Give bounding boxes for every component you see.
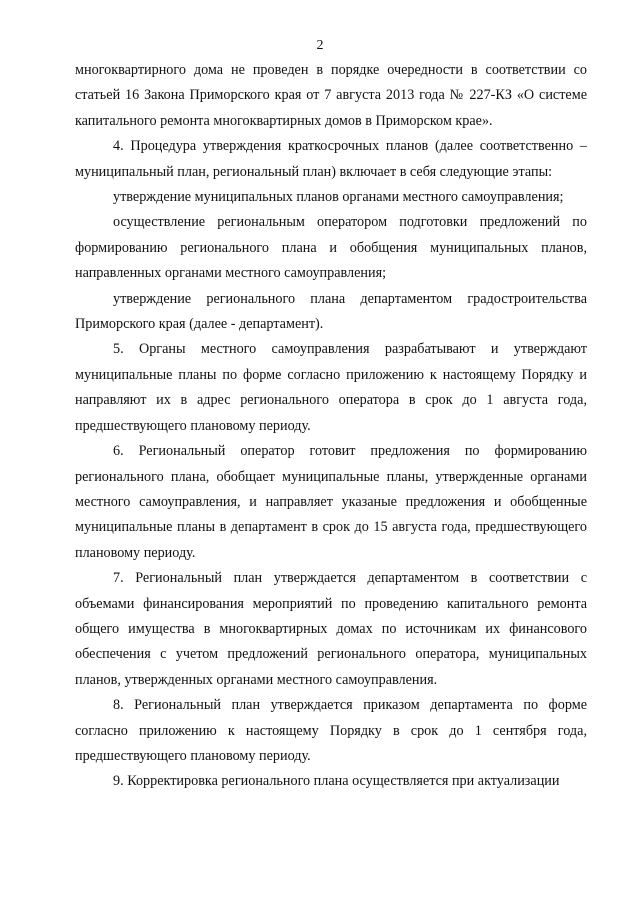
paragraph-item-8: 8. Региональный план утверждается приказом департамента по форме согласно приложению к настоящему Порядку в срок до 1 сентября года, предшествующего плановому периоду.	[75, 697, 587, 764]
paragraph-item-5: 5. Органы местного самоуправления разрабатывают и утверждают муниципальные планы по форме согласно приложению к настоящему Порядку и направляют их в адрес регионального оператора в срок до 1 августа года, предшествующего плановому периоду.	[75, 341, 587, 434]
paragraph-item-4: 4. Процедура утверждения краткосрочных планов (далее соответственно – муниципальный план, региональный план) включает в себя следующие этапы:	[75, 138, 587, 180]
document-body	[75, 58, 587, 795]
paragraph-stage-1: утверждение муниципальных планов органами местного самоуправления;	[113, 189, 564, 206]
paragraph-continuation: многоквартирного дома не проведен в порядке очередности в соответствии со статьей 16 Закона Приморского края от 7 августа 2013 года № 227-КЗ «О системе капитального ремонта многоквартирных домов в Приморском крае».	[75, 62, 587, 129]
paragraph-stage-3: утверждение регионального плана департаментом градостроительства Приморского края (далее - департамент).	[75, 290, 587, 333]
paragraph-item-7: 7. Региональный план утверждается департаментом в соответствии с объемами финансирования мероприятий по проведению капитального ремонта общего имущества в многоквартирных домах по источникам их финансового обеспечения с учетом предложений регионального оператора, муниципальных планов, утвержденных органами местного самоуправления.	[75, 570, 587, 688]
page-number: 2	[316, 38, 324, 53]
paragraph-item-6: 6. Региональный оператор готовит предложения по формированию регионального плана, обобщает муниципальные планы, утвержденные органами местного самоуправления, и направляет указаные предложения и обобщенные муниципальные планы в департамент в срок до 15 августа года, предшествующего плановому периоду.	[75, 443, 587, 561]
paragraph-stage-2: осуществление региональным оператором подготовки предложений по формированию регионального плана и обобщения муниципальных планов, направленных органами местного самоуправления;	[75, 214, 587, 282]
paragraph-item-9: 9. Корректировка регионального плана осуществляется при актуализации	[113, 773, 560, 790]
